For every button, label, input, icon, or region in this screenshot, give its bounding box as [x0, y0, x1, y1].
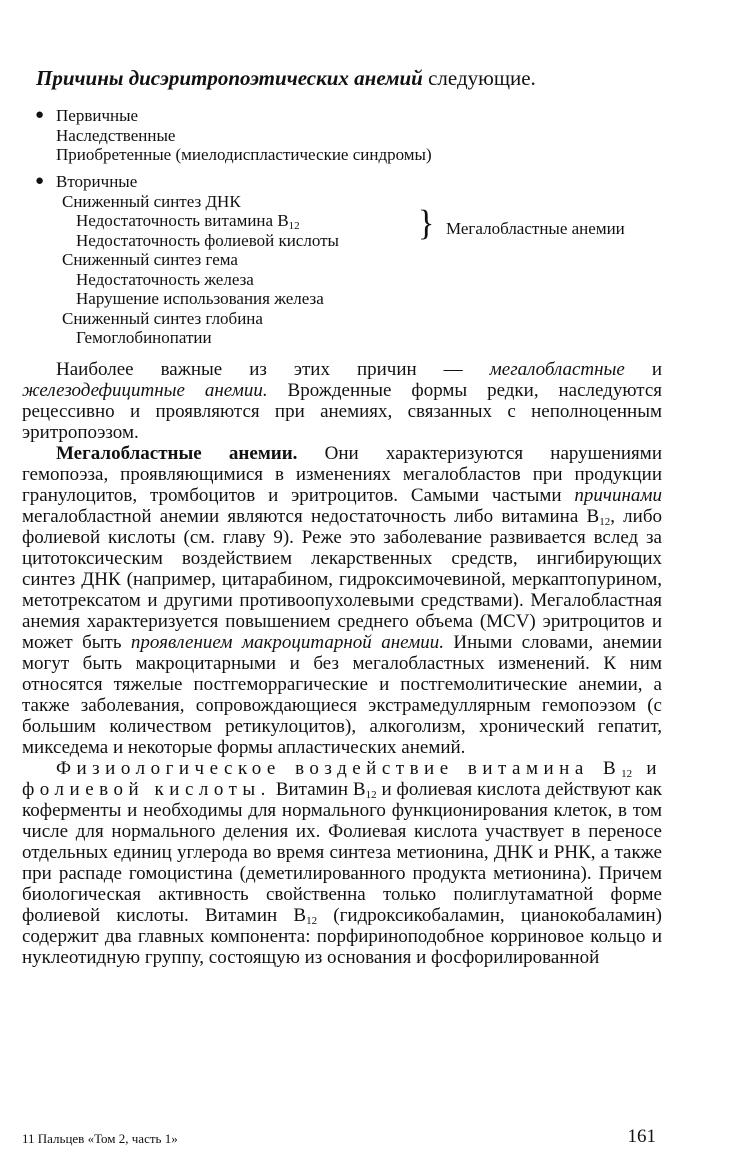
- intro-title: Причины дисэритропоэтических анемий: [36, 66, 423, 90]
- folate-deficiency: Недостаточность фолиевой кислоты: [76, 230, 339, 250]
- hemoglobinopathies: Гемоглобинопатии: [76, 328, 212, 347]
- dna-synthesis: Сниженный синтез ДНК: [62, 191, 241, 211]
- intro-suffix: следующие.: [422, 66, 536, 90]
- primary-item-acquired: Приобретенные (миелодиспластические синдромы): [56, 145, 432, 164]
- secondary-list: [35, 172, 339, 348]
- footer-signature: 11 Пальцев «Том 2, часть 1»: [22, 1131, 178, 1146]
- secondary-label: Вторичные: [56, 172, 138, 191]
- iron-deficiency: Недостаточность железа: [76, 269, 254, 289]
- section-heading: Мегалобластные анемии.: [56, 443, 298, 464]
- megaloblastic-label: Мегалобластные анемии: [446, 219, 625, 238]
- spaced-heading: Физиологическое воздействие витамина B: [56, 758, 622, 779]
- body-text: [22, 359, 662, 968]
- paragraph-2: Мегалобластные анемии. Они характеризуются нарушениями гемопоэза, проявляющимися в изменениях мегалобластов при продукции гранулоцитов, тромбоцитов и эритроцитов. Самыми частыми причинами мегалобластной анемии являются недостаточность либо витамина $B_{12}$, либо фолиевой кислоты (см. главу 9). Реже это заболевание развивается вслед за цитотоксическим воздействием лекарственных средств, ингибирующих синтез ДНК (например, цитарабином, гидроксимочевиной, меркаптопурином, метотрексатом и другими противоопухолевыми средствами). Мегалобластная анемия характеризуется повышением среднего объема (MCV) эритроцитов и может быть проявлением макроцитарной анемии. Иными словами, анемии могут быть макроцитарными и без мегалобластных изменений. К ним относятся тяжелые постгеморрагические и постгемолитические анемии, а также заболевания, сопровождающиеся экстрамедуллярным гемопоэзом (с большим количеством ретикулоцитов), алкоголизм, хронический гепатит, микседема и некоторые формы апластических анемий.: [22, 443, 663, 758]
- b12-deficiency: Недостаточность витамина $B_{12}$: [76, 211, 300, 232]
- intro-line: [36, 66, 536, 91]
- paragraph-1: Наиболее важные из этих причин — мегалобластные и железодефицитные анемии. Врожденные формы редки, наследуются рецессивно и проявляются при анемиях, связанных с неполноценным эритропоэзом.: [22, 359, 663, 443]
- heme-synthesis: Сниженный синтез гема: [62, 250, 238, 269]
- bullet-icon: ●: [35, 107, 45, 123]
- brace-icon: }: [418, 204, 435, 243]
- primary-item-hereditary: Наследственные: [56, 125, 176, 145]
- iron-utilization: Нарушение использования железа: [76, 289, 324, 308]
- bullet-icon: ●: [35, 173, 45, 189]
- primary-label: Первичные: [56, 106, 139, 125]
- globin-synthesis: Сниженный синтез глобина: [62, 308, 263, 328]
- paragraph-3: Физиологическое воздействие витамина $B_{12}$ и фолиевой кислоты. Витамин $B_{12}$ и фолиевая кислота действуют как коферменты и необходимы для нормального функционирования клеток, в том числе для нормального деления их. Фолиевая кислота участвует в переносе отдельных единиц углерода во время синтеза метионина, ДНК и РНК, а также при распаде гомоцистина (деметилированного продукта метионина). Причем биологическая активность свойственна только полиглутаматной форме фолиевой кислоты. Витамин $B_{12}$ (гидроксикобаламин, цианокобаламин) содержит два главных компонента: порфириноподобное корриновое кольцо и нуклеотидную группу, состоящую из основания и фосфорилированной: [22, 758, 662, 968]
- page-number: 161: [627, 1126, 656, 1147]
- primary-list: [35, 106, 432, 165]
